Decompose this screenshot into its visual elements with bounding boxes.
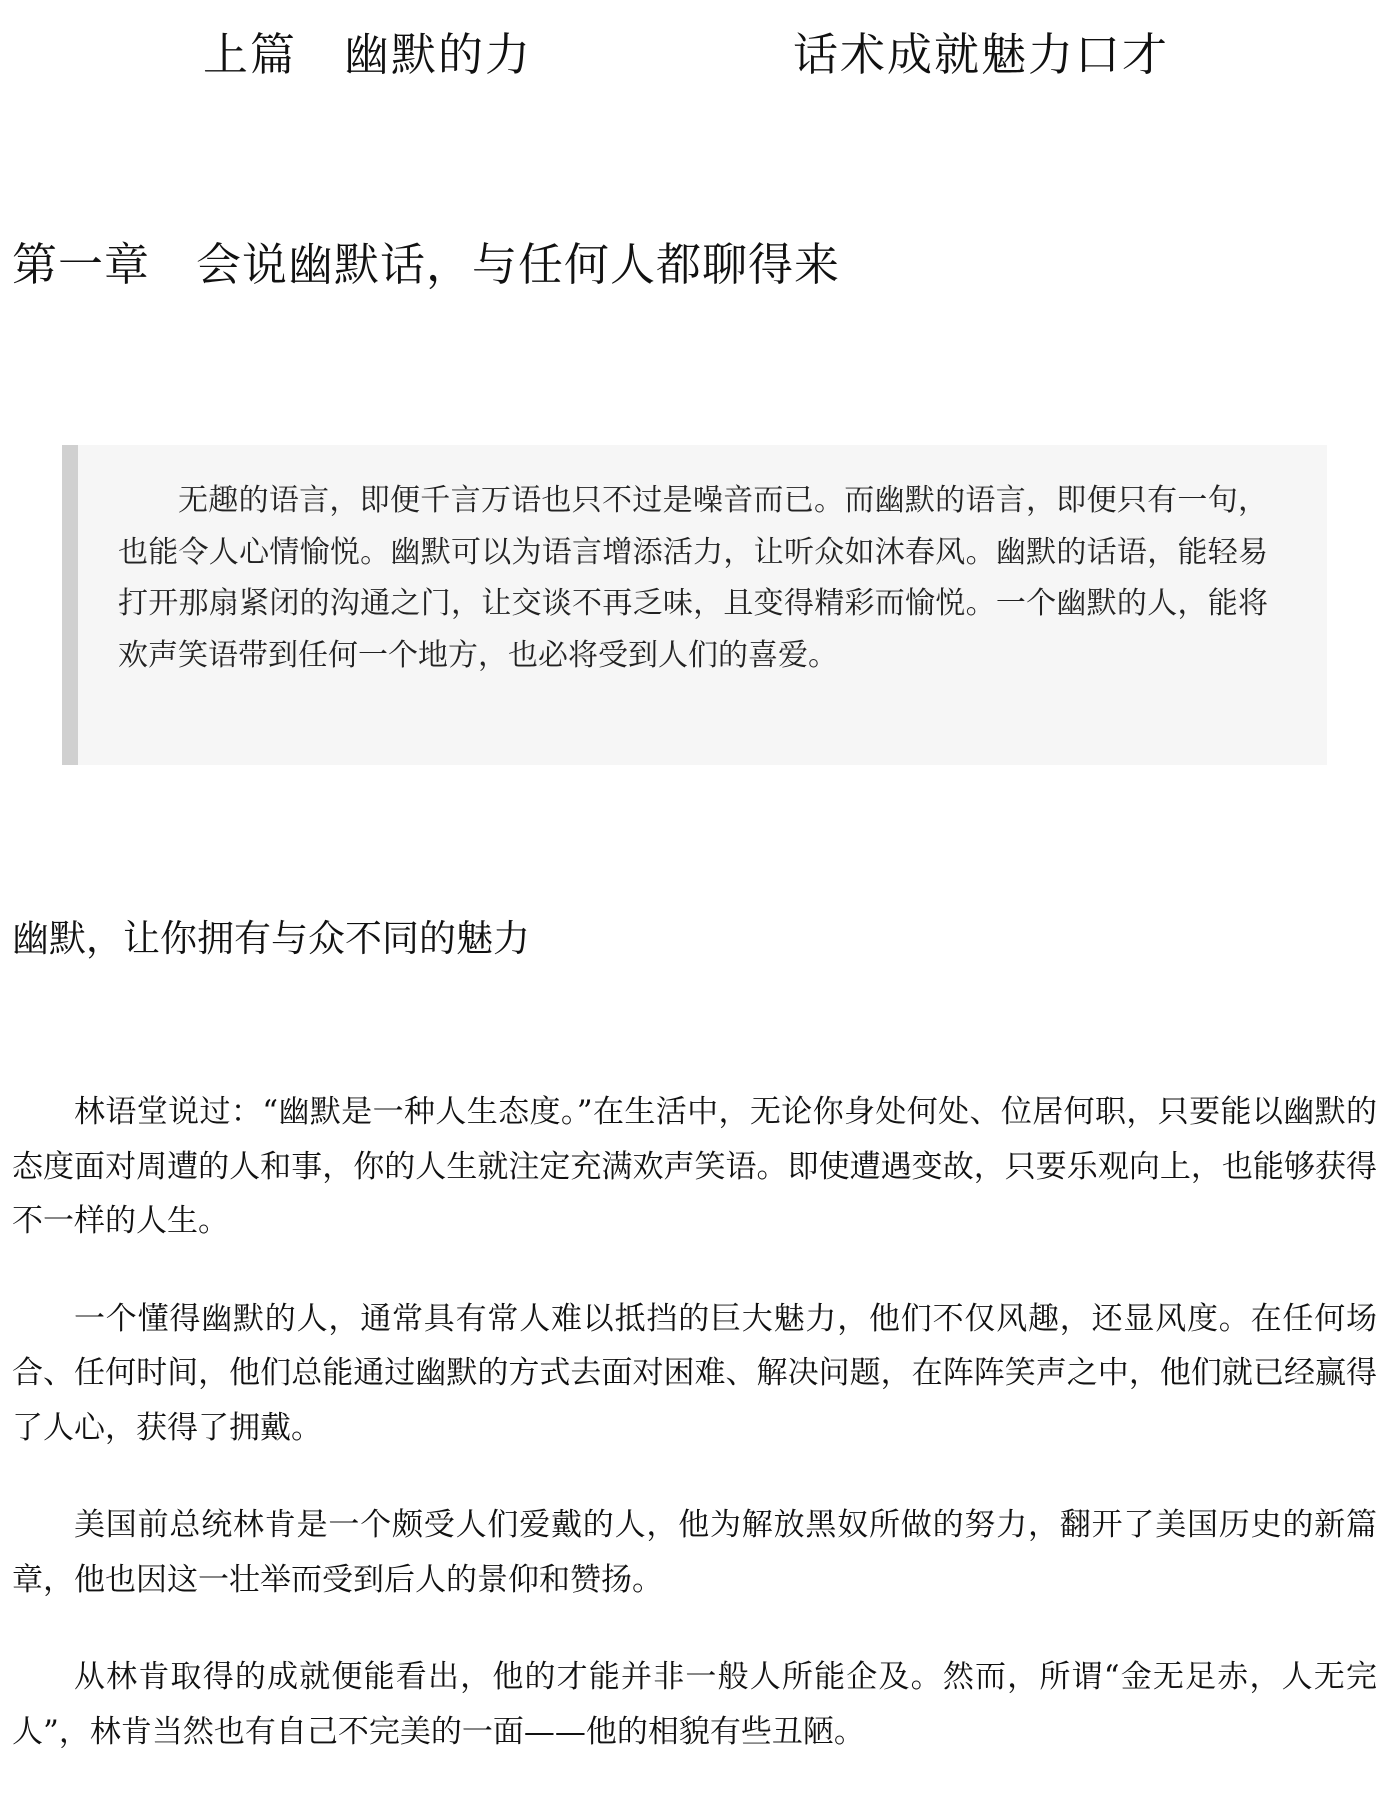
paragraph: 从林肯取得的成就便能看出，他的才能并非一般人所能企及。然而，所谓“金无足赤，人无完人”，林肯当然也有自己不完美的一面——他的相貌有些丑陋。 xyxy=(12,1659,1377,1750)
paragraph: 美国前总统林肯是一个颇受人们爱戴的人，他为解放黑奴所做的努力，翻开了美国历史的新篇章，他也因这一壮举而受到后人的景仰和赞扬。 xyxy=(12,1507,1377,1598)
chapter-abstract-box xyxy=(62,445,1327,765)
book-subtitle: 话术成就魅力口才 xyxy=(793,28,1170,81)
section-title: 幽默，让你拥有与众不同的魅力 xyxy=(12,917,530,960)
book-header xyxy=(0,18,1391,81)
abstract-text: 无趣的语言，即便千言万语也只不过是噪音而已。而幽默的语言，即便只有一句，也能令人心情愉悦。幽默可以为语言增添活力，让听众如沐春风。幽默的话语，能轻易打开那扇紧闭的沟通之门，让交谈不再乏味，且变得精彩而愉悦。一个幽默的人，能将欢声笑语带到任何一个地方，也必将受到人们的喜爱。 xyxy=(118,483,1268,673)
paragraph: 一个懂得幽默的人，通常具有常人难以抵挡的巨大魅力，他们不仅风趣，还显风度。在任何场合、任何时间，他们总能通过幽默的方式去面对困难、解决问题，在阵阵笑声之中，他们就已经赢得了人心，获得了拥戴。 xyxy=(12,1300,1377,1446)
body-text xyxy=(12,1085,1377,1802)
paragraph: 林语堂说过：“幽默是一种人生态度。”在生活中，无论你身处何处、位居何职，只要能以幽默的态度面对周遭的人和事，你的人生就注定充满欢声笑语。即使遭遇变故，只要乐观向上，也能够获得不一样的人生。 xyxy=(12,1094,1377,1239)
part-label: 上篇 幽默的力 xyxy=(203,28,533,81)
chapter-title: 第一章 会说幽默话，与任何人都聊得来 xyxy=(12,238,841,291)
